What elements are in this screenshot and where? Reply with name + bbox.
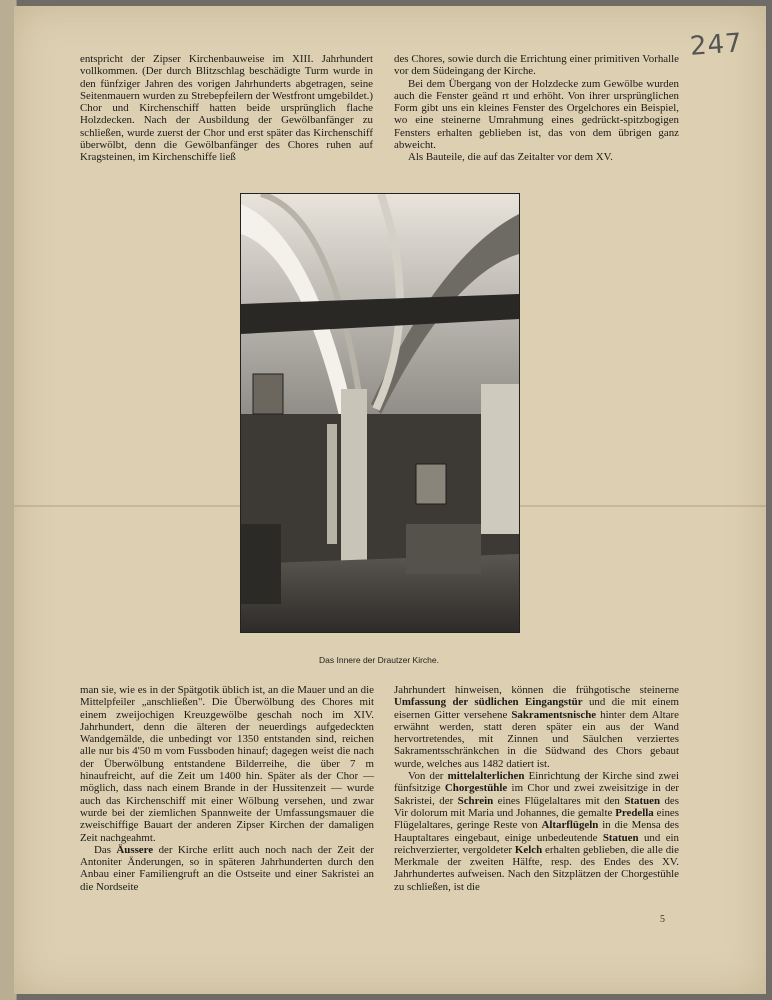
- bold-term: Schrein: [457, 794, 494, 807]
- page-number: 5: [660, 914, 665, 925]
- bold-term: Äussere: [116, 843, 154, 856]
- text-run: des Vir dolorum mit Maria und Johannes, die gemalte: [394, 794, 679, 819]
- paragraph: [80, 844, 374, 893]
- bold-term: mittelalterlichen: [447, 770, 525, 783]
- church-interior-illustration: [241, 194, 519, 632]
- paragraph: des Chores, sowie durch die Errichtung einer primitiven Vorhalle vor dem Südeingang der Kirche.: [394, 53, 679, 78]
- text-run: eines Flügelaltares mit den: [493, 794, 625, 807]
- paragraph: Bei dem Übergang von der Holzdecke zum Gewölbe wurden auch die Fenster geänd rt und erhöht. Von ihrer ursprünglichen Form gibt uns ein kleines Fenster des Orgelchores ein Beispiel, wo eine steinerne Umrahmung eines gedrückt-spitzbogigen Fensters erhalten geblieben ist, das von dem übrigen ganz abweicht.: [394, 77, 679, 152]
- bold-term: Statuen: [602, 831, 639, 844]
- paragraph: [394, 770, 679, 893]
- text-run: eines Flügelaltares, geringe Reste von: [394, 806, 679, 832]
- text-run: erhalten geblieben, die alle die Merkmale der zweiten Hälfte, resp. des Endes des XV. Jahrhundertes aufweisen. Nach den Sitzplätzen der Chorgestühle zu schließen, ist die: [394, 843, 679, 893]
- text-run: hinter dem Altare erwähnt werden, statt deren später ein aus der Wand hervortretendes, mit Zinnen und Säulchen verziertes Sakramentsschränkchen in die Südwand des Chors gebaut wurde, welches aus 1482 datiert ist.: [394, 708, 680, 770]
- paragraph: [394, 684, 679, 770]
- text-run: Von der: [408, 770, 448, 783]
- paragraph: entspricht der Zipser Kirchenbauweise im XIII. Jahrhundert vollkommen. (Der durch Blitzschlag beschädigte Turm wurde in den fünfziger Jahren des vorigen Jahrhunderts abgetragen, seine Seitenmauern wurden zu Strebepfeilern der Westfront umgebildet.) Chor und Kirchenschiff hatten beide ursprünglich flache Holzdecken. Nach der Ausbildung der Gewölbanfänger zu schließen, wurde zuerst der Chor und erst später das Kirchenschiff überwölbt, denn die Gewölbanfänger des Chores ruhen auf Kragsteinen, im Kirchenschiffe ließ: [80, 53, 373, 164]
- text-run: und die mit einem eisernen Gitter versehene: [394, 696, 679, 721]
- text-run: und ein reichverzierter, vergoldeter: [394, 831, 679, 856]
- text-column-top-left: [80, 53, 373, 164]
- church-interior-photo: [240, 193, 520, 633]
- text-column-top-right: [394, 53, 679, 164]
- bold-term: Predella: [615, 806, 654, 819]
- text-run: Jahrhundert hinweisen, können die frühgotische steinerne: [394, 684, 679, 696]
- text-column-bottom-right: [394, 684, 679, 893]
- bold-term: Altarflügeln: [541, 819, 599, 832]
- bold-term: Sakramentsnische: [511, 708, 597, 721]
- bold-term: Umfassung der südlichen Eingangstür: [394, 696, 583, 709]
- text-run: im Chor und zwei zweisitzige in der Sakristei, der: [394, 782, 679, 807]
- bold-term: Chorgestühle: [444, 782, 508, 795]
- text-run: der Kirche erlitt auch noch nach der Zeit der Antoniter Änderungen, so in späteren Jahrhunderten durch den Anbau einer Familiengruft an die Ostseite und einer Sakristei an die Nordseite: [80, 843, 374, 893]
- handwritten-page-number: 247: [689, 28, 744, 62]
- text-run: Einrichtung der Kirche sind zwei fünfsitzige: [394, 770, 680, 795]
- text-run: Das: [94, 843, 117, 856]
- paragraph: Als Bauteile, die auf das Zeitalter vor dem XV.: [408, 151, 613, 164]
- paragraph: man sie, wie es in der Spätgotik üblich ist, an die Mauer und an die Mittelpfeiler „anschließen". Die Überwölbung des Chores mit einem zweijochigen Kreuzgewölbe geschah noch im XIV. Jahrhundert, denn die älteren der neuerdings aufgedeckten Wandgemälde, die unbedingt vor 1350 entstanden sind, reichen alle nur bis 4'50 m vom Fussboden hinauf; dagegen weist die nach der Überwölbung entstandene Bilderreihe, die über 7 m hinaufreicht, auf die Zeit um 1400 hin. Später als der Chor — möglich, dass nach einem Brande in der Hussitenzeit — wurde auch das Kirchenschiff mit einer Wölbung versehen, und zwar wurde bei der ziemlichen Spannweite der Umfassungsmauer die zweischiffige Bauart der anderen Zipser Kirchen der damaligen Zeit nachgeahmt.: [80, 684, 374, 844]
- photo-caption: Das Innere der Drautzer Kirche.: [319, 655, 439, 665]
- bold-term: Statuen: [624, 794, 661, 807]
- text-column-bottom-left: [80, 684, 374, 893]
- text-run: in die Mensa des Hauptaltares eingebaut, einige unbedeutende: [394, 819, 679, 844]
- bold-term: Kelch: [514, 843, 543, 856]
